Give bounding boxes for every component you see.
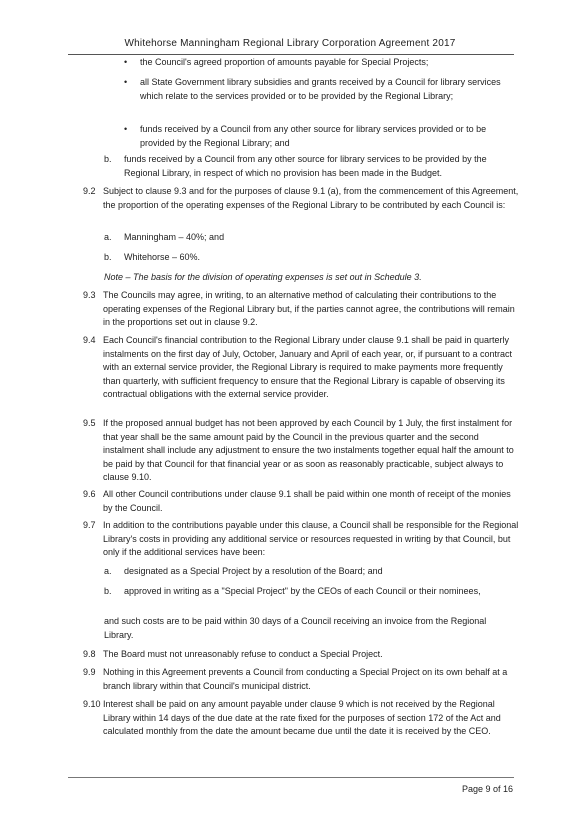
bullet-symbol: • [124, 124, 128, 134]
clause-text: The Board must not unreasonably refuse to conduct a Special Project. [103, 649, 383, 659]
clause-number: 9.3 [83, 290, 96, 300]
clause-text: If the proposed annual budget has not been approved by each Council by 1 July, the first instalment for that year shall be the same amount paid by the Council in the previous quarter and the second instalment shall include any adjustment to ensure the two instalments together equal half the amount to be paid by that Council for that financial year or as soon as reasonably practicable, subject always to clause 9.10. [103, 418, 514, 483]
item-text: Manningham – 40%; and [124, 232, 225, 242]
item-text: approved in writing as a "Special Project" by the CEOs of each Council or their nominees, [124, 586, 481, 596]
clause-number: 9.4 [83, 335, 96, 345]
bullet-text: the Council's agreed proportion of amounts payable for Special Projects; [140, 57, 429, 67]
bullet-symbol: • [124, 57, 128, 67]
clause-number: 9.10 [83, 699, 101, 709]
item-letter: b. [104, 586, 112, 596]
clause-text: Each Council's financial contribution to the Regional Library under clause 9.1 shall be paid in quarterly instalments on the first day of July, October, January and April of each year, or, if pursuant to a contract with an external service provider, the Regional Library is required to make payments more frequently than quarterly, with sufficient frequency to ensure that the Regional Library is capable of observing its contractual obligations with the external service provider. [103, 335, 513, 400]
clause-text: Subject to clause 9.3 and for the purposes of clause 9.1 (a), from the commencement of this Agreement, the proportion of the operating expenses of the Regional Library to be contributed by each Council is: [103, 186, 519, 210]
clause-text: Nothing in this Agreement prevents a Council from conducting a Special Project on its own behalf at a branch library within that Council's municipal district. [103, 667, 508, 691]
bullet-text: all State Government library subsidies and grants received by a Council for library services which relate to the services provided or to be provided by the Regional Library; [140, 77, 501, 101]
item-text: funds received by a Council from any other source for library services to be provided by the Regional Library, in respect of which no provision has been made in the Budget. [124, 154, 487, 178]
note-text: Note – The basis for the division of operating expenses is set out in Schedule 3. [104, 272, 422, 282]
clause-number: 9.8 [83, 649, 96, 659]
item-letter: b. [104, 154, 112, 164]
item-letter: a. [104, 566, 112, 576]
clause-text: Interest shall be paid on any amount payable under clause 9 which is not received by the Regional Library within 14 days of the due date at the rate fixed for the purposes of section 172 of the Act and calculated monthly from the date the amount became due until the date it is received by the CEO. [103, 699, 501, 737]
header-rule [68, 54, 514, 55]
bullet-text: funds received by a Council from any other source for library services provided or to be provided by the Regional Library; and [140, 124, 487, 148]
footer-rule [68, 777, 514, 778]
item-letter: a. [104, 232, 112, 242]
clause-number: 9.9 [83, 667, 96, 677]
clause-number: 9.7 [83, 520, 96, 530]
page-number: Page 9 of 16 [461, 784, 513, 794]
clause-text: All other Council contributions under clause 9.1 shall be paid within one month of receipt of the monies by the Council. [103, 489, 511, 513]
clause-number: 9.5 [83, 418, 96, 428]
clause-number: 9.2 [83, 186, 96, 196]
item-letter: b. [104, 252, 112, 262]
item-text: Whitehorse – 60%. [124, 252, 201, 262]
clause-number: 9.6 [83, 489, 96, 499]
document-title: Whitehorse Manningham Regional Library Corporation Agreement 2017 [124, 38, 456, 49]
bullet-symbol: • [124, 77, 128, 87]
item-text: designated as a Special Project by a resolution of the Board; and [124, 566, 383, 576]
clause-continuation: and such costs are to be paid within 30 days of a Council receiving an invoice from the Regional Library. [104, 616, 487, 640]
clause-text: The Councils may agree, in writing, to an alternative method of calculating their contributions to the operating expenses of the Regional Library but, if the parties cannot agree, the contributions will remain in the proportions set out in clause 9.2. [103, 290, 515, 328]
clause-text: In addition to the contributions payable under this clause, a Council shall be responsible for the Regional Library's costs in providing any additional service or resources requested in writing by that Council, but only if the additional services have been: [103, 520, 519, 558]
